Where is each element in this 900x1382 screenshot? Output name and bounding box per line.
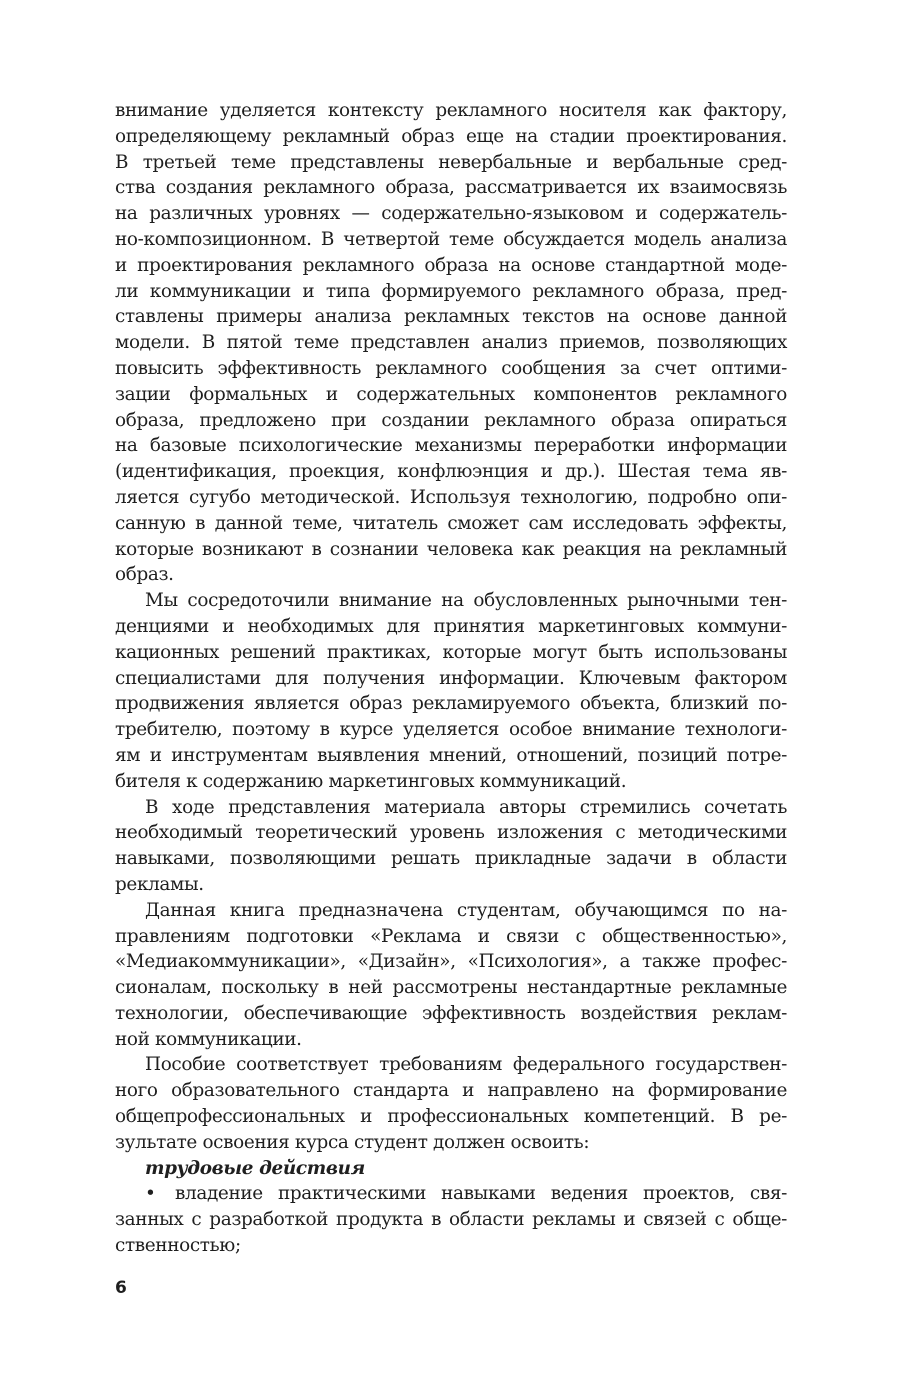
text-line: ям и инструментам выявления мнений, отношений, позиций потре- — [115, 744, 787, 766]
text-line: образ. — [115, 564, 174, 586]
text-line: В ходе представления материала авторы стремились сочетать — [145, 796, 787, 818]
text-line: зации формальных и содержательных компонентов рекламного — [115, 383, 787, 405]
text-line: рекламы. — [115, 873, 204, 895]
text-line: определяющему рекламный образ еще на стадии проектирования. — [115, 125, 787, 147]
text-line: ной коммуникации. — [115, 1028, 302, 1050]
paragraph-audience — [115, 898, 787, 1053]
text-line: технологии, обеспечивающие эффективность воздействия реклам- — [115, 1002, 787, 1024]
text-line: санную в данной теме, читатель сможет сам исследовать эффекты, — [115, 512, 787, 534]
text-line: общепрофессиональных и профессиональных компетенций. В ре- — [115, 1106, 787, 1128]
subheading-labor-actions: трудовые действия — [145, 1157, 365, 1179]
text-line: необходимый теоретический уровень изложения с методическими — [115, 822, 787, 844]
bullet-icon: • — [145, 1183, 156, 1205]
page-body — [115, 98, 787, 1259]
text-line: ляется сугубо методической. Используя технологию, подробно опи- — [115, 486, 787, 508]
text-line: денциями и необходимых для принятия маркетинговых коммуни- — [115, 615, 787, 637]
text-line: занных с разработкой продукта в области рекламы и связей с обще- — [115, 1209, 787, 1231]
text-line: бителя к содержанию маркетинговых коммуникаций. — [115, 770, 627, 792]
paragraph-context — [115, 98, 787, 588]
text-line: зультате освоения курса студент должен освоить: — [115, 1131, 590, 1153]
bullet-line-text: владение практическими навыками ведения проектов, свя- — [175, 1183, 787, 1205]
text-line: но-композиционном. В четвертой теме обсуждается модель анализа — [115, 228, 787, 250]
text-line: ства создания рекламного образа, рассматривается их взаимосвязь — [115, 177, 787, 199]
text-line: продвижения является образ рекламируемого объекта, близкий по- — [115, 693, 787, 715]
text-line: ственностью; — [115, 1235, 241, 1257]
text-line: модели. В пятой теме представлен анализ приемов, позволяющих — [115, 332, 787, 354]
text-line: которые возникают в сознании человека как реакция на рекламный — [115, 538, 787, 560]
text-line: требителю, поэтому в курсе уделяется особое внимание технологи- — [115, 719, 787, 741]
text-line: (идентификация, проекция, конфлюэнция и др.). Шестая тема яв- — [115, 461, 787, 483]
text-line: ставлены примеры анализа рекламных текстов на основе данной — [115, 306, 787, 328]
text-line: и проектирования рекламного образа на основе стандартной моде- — [115, 254, 787, 276]
text-line: сионалам, поскольку в ней рассмотрены нестандартные рекламные — [115, 977, 787, 999]
text-line: «Медиакоммуникации», «Дизайн», «Психология», а также профес- — [115, 951, 787, 973]
text-line: В третьей теме представлены невербальные и вербальные сред- — [115, 151, 787, 173]
list-item — [115, 1181, 787, 1258]
page-number: 6 — [115, 1278, 127, 1298]
text-line: на базовые психологические механизмы переработки информации — [115, 435, 787, 457]
paragraph-standard — [115, 1052, 787, 1155]
text-line: Данная книга предназначена студентам, обучающимся по на- — [145, 899, 787, 921]
text-line: ли коммуникации и типа формируемого рекламного образа, пред- — [115, 280, 787, 302]
text-line: правлениям подготовки «Реклама и связи с общественностью», — [115, 925, 787, 947]
paragraph-approach — [115, 795, 787, 898]
text-line: навыками, позволяющими решать прикладные задачи в области — [115, 848, 787, 870]
text-line: внимание уделяется контексту рекламного носителя как фактору, — [115, 100, 787, 121]
text-line: Пособие соответствует требованиям федерального государствен- — [145, 1054, 787, 1076]
text-line: специалистами для получения информации. Ключевым фактором — [115, 667, 787, 689]
text-line: на различных уровнях — содержательно-языковом и содержатель- — [115, 203, 787, 225]
text-line: повысить эффективность рекламного сообщения за счет оптими- — [115, 357, 787, 379]
paragraph-focus — [115, 588, 787, 794]
text-line — [115, 1181, 787, 1207]
text-line: ного образовательного стандарта и направлено на формирование — [115, 1080, 787, 1102]
text-line: образа, предложено при создании рекламного образа опираться — [115, 409, 787, 431]
text-line: Мы сосредоточили внимание на обусловленных рыночными тен- — [145, 590, 787, 612]
text-line: кационных решений практиках, которые могут быть использованы — [115, 641, 787, 663]
